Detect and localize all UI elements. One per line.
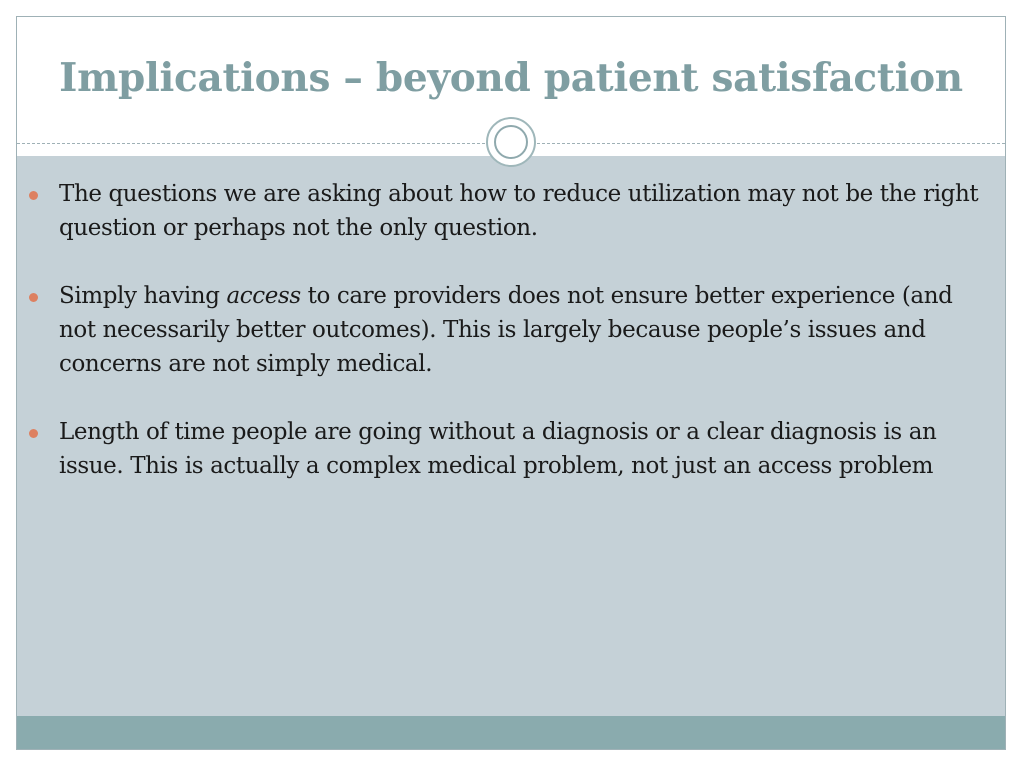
slide xyxy=(16,16,1006,750)
slide-title: Implications – beyond patient satisfaction xyxy=(59,55,963,101)
circle-ornament-icon xyxy=(486,117,536,167)
bullet-item xyxy=(29,279,989,381)
bullet-dot-icon xyxy=(29,293,38,302)
bullet-item xyxy=(29,415,989,483)
footer-bar xyxy=(17,716,1005,750)
bullet-dot-icon xyxy=(29,429,38,438)
bullet-text: Length of time people are going without a diagnosis or a clear diagnosis is an issue. This is actually a complex medical problem, not just an access problem xyxy=(59,419,937,479)
bullet-list xyxy=(29,177,989,517)
bullet-text: The questions we are asking about how to reduce utilization may not be the right question or perhaps not the only question. xyxy=(59,181,979,241)
bullet-text-after: to care providers does not ensure better experience (and not necessarily better outcomes). This is largely because people’s issues and concerns are not simply medical. xyxy=(59,283,953,377)
bullet-emphasis: access xyxy=(226,283,301,309)
bullet-dot-icon xyxy=(29,191,38,200)
bullet-text-before: Simply having xyxy=(59,283,227,309)
bullet-item xyxy=(29,177,989,245)
